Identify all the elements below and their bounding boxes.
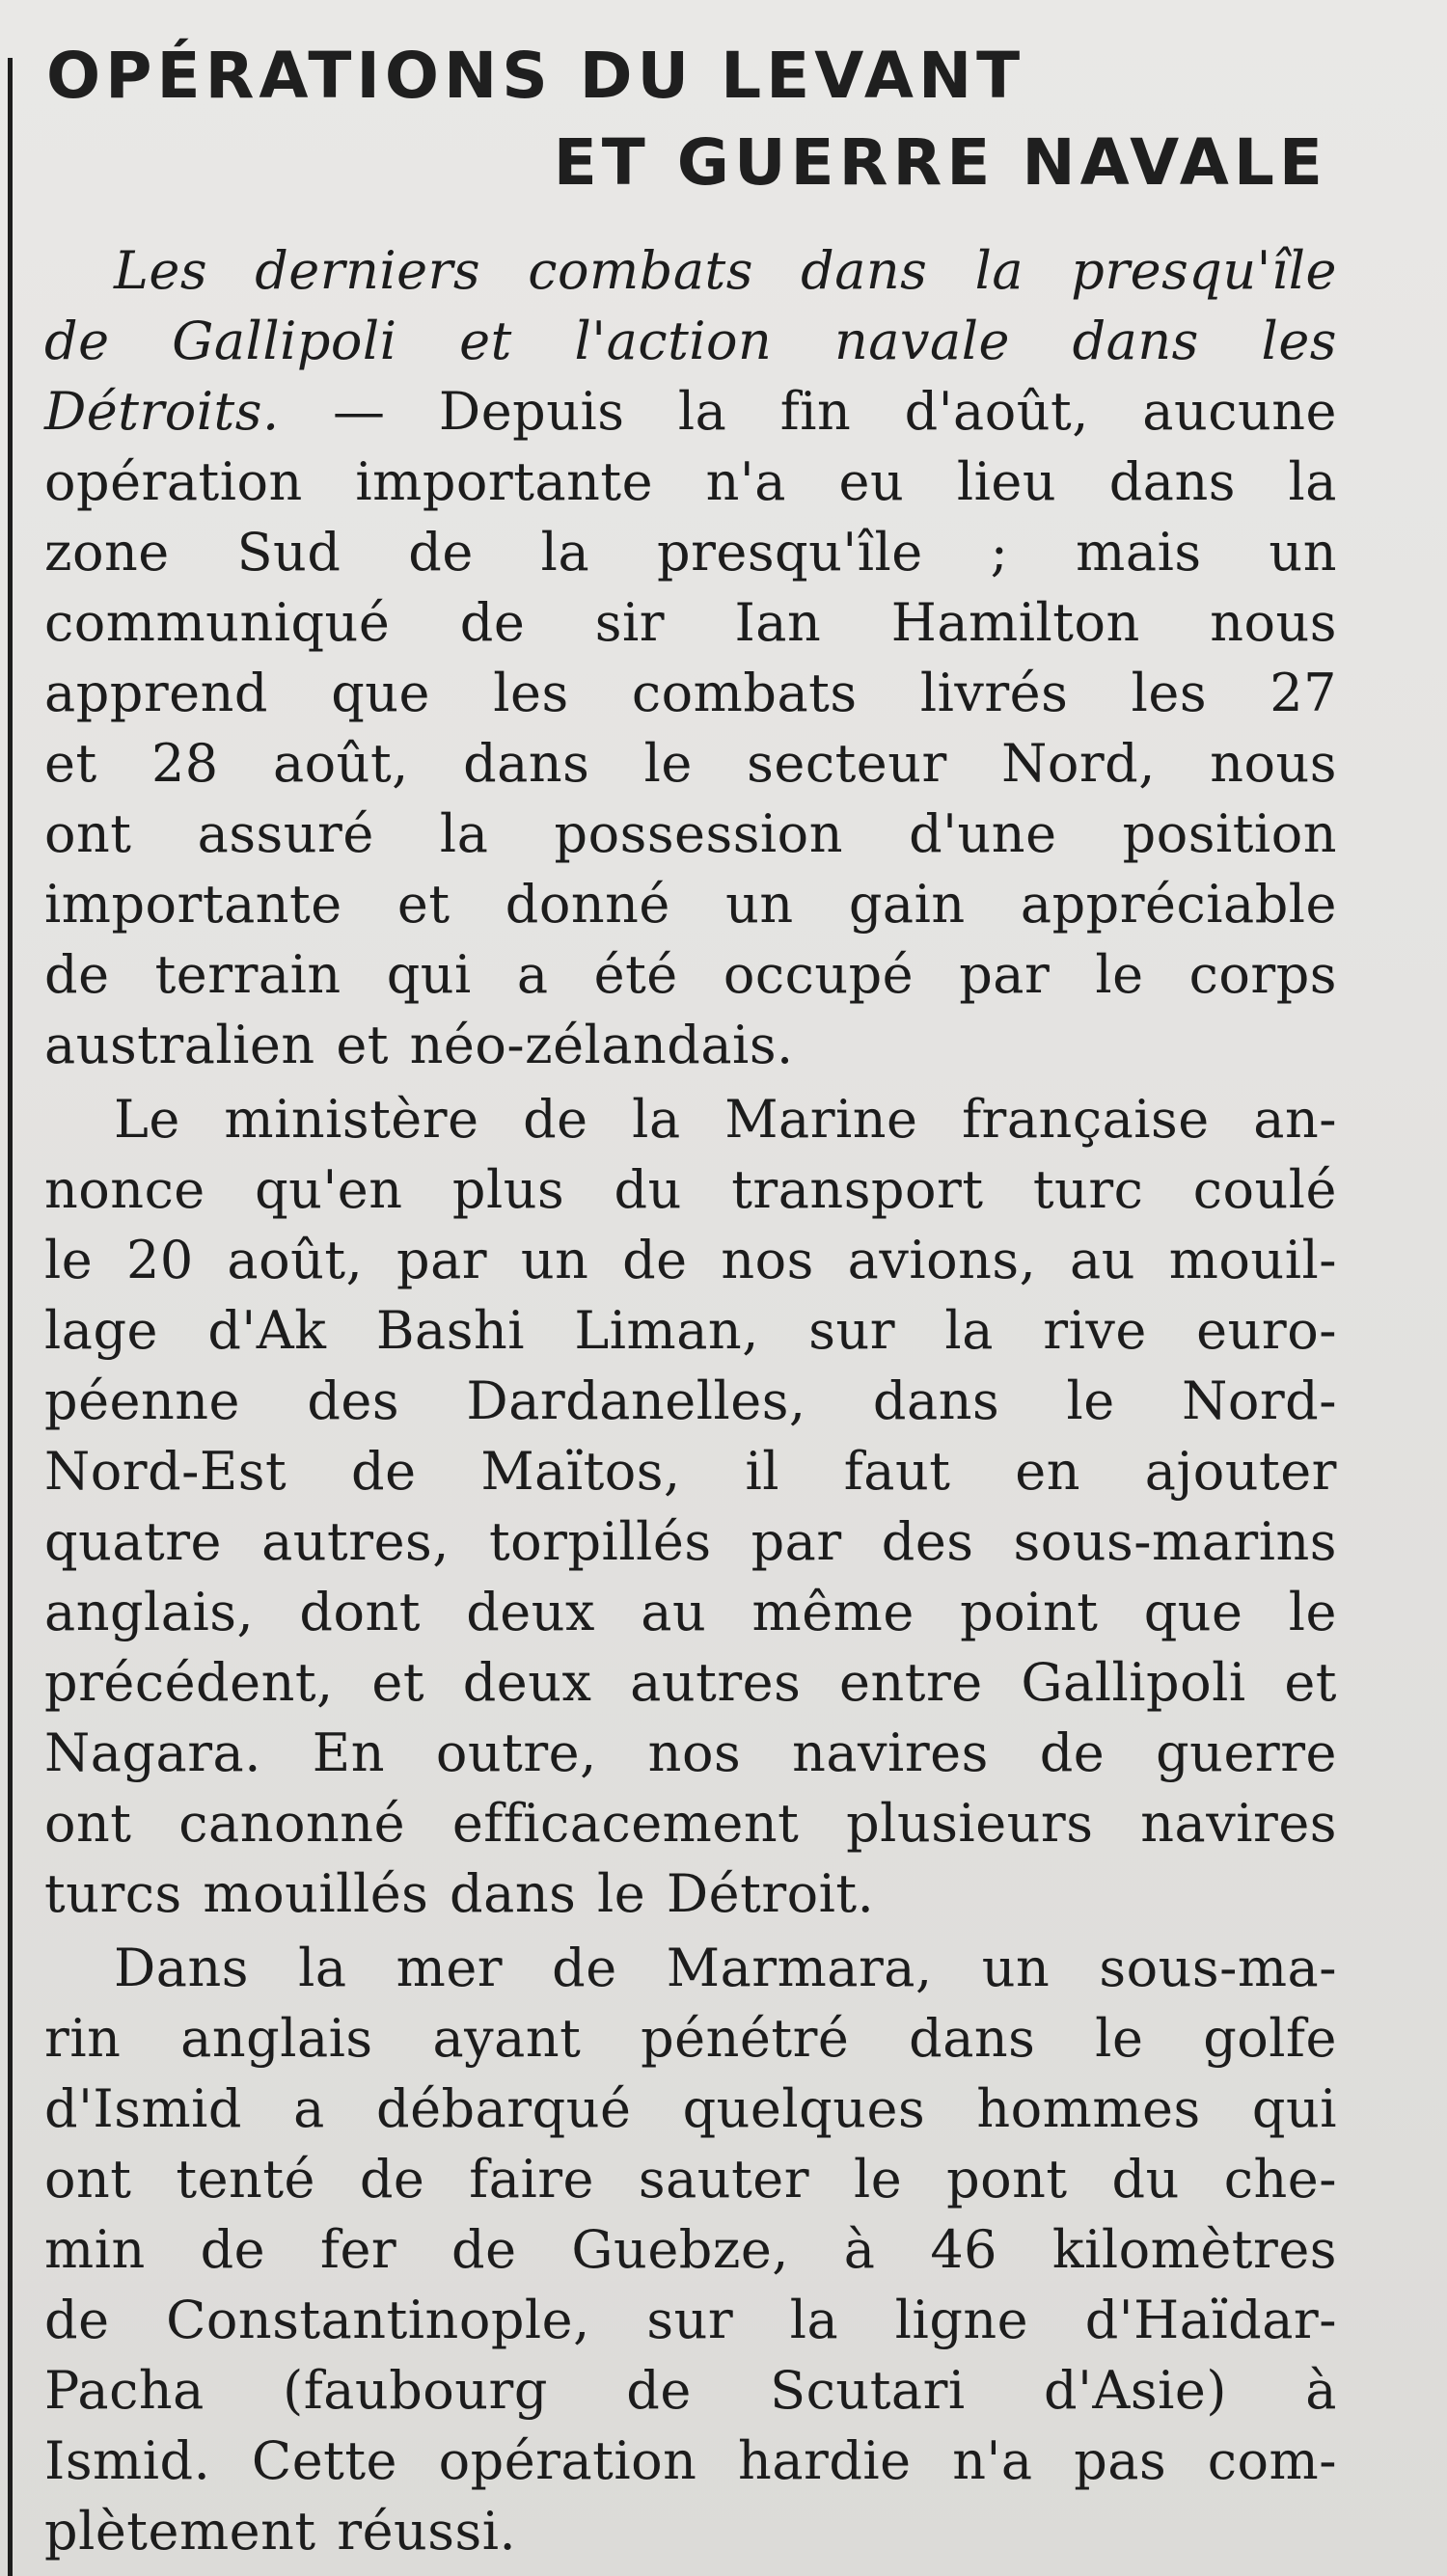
text-line: [44, 2214, 1337, 2285]
text-line: [44, 1718, 1337, 1788]
text-line: [44, 306, 1337, 376]
line-text: de Constantinople, sur la ligne d'Haïdar-: [44, 2290, 1337, 2350]
text-line: [44, 728, 1337, 799]
text-line: [44, 2285, 1337, 2355]
text-line: [44, 587, 1337, 658]
text-line: [44, 1506, 1337, 1577]
column-rule: [8, 58, 13, 2576]
line-text: anglais, dont deux au même point que le: [44, 1582, 1337, 1642]
text-line: [44, 2074, 1337, 2144]
line-text: péenne des Dardanelles, dans le Nord-: [44, 1370, 1337, 1431]
line-text: opération importante n'a eu lieu dans la: [44, 451, 1337, 512]
line-text: Dans la mer de Marmara, un sous-ma-: [114, 1938, 1337, 1998]
text-line: [44, 1858, 1337, 1929]
line-text: plètement réussi.: [44, 2501, 517, 2562]
line-text: — Depuis la fin d'août, aucune: [279, 381, 1337, 442]
text-line: [44, 2496, 1337, 2566]
text-line: [44, 658, 1337, 728]
lead-in-italic: Les derniers combats dans la presqu'île: [114, 240, 1337, 301]
text-line: [44, 1295, 1337, 1366]
headline-line-1: OPÉRATIONS DU LEVANT: [46, 39, 1025, 113]
text-line: [44, 2426, 1337, 2496]
text-line: [44, 1154, 1337, 1225]
text-line: [44, 1647, 1337, 1718]
text-line: [44, 939, 1337, 1010]
line-text: rin anglais ayant pénétré dans le golfe: [44, 2008, 1337, 2069]
text-line: [44, 1010, 1337, 1080]
line-text: communiqué de sir Ian Hamilton nous: [44, 592, 1337, 653]
line-text: d'Ismid a débarqué quelques hommes qui: [44, 2078, 1337, 2139]
line-text: quatre autres, torpillés par des sous-marins: [44, 1511, 1337, 1572]
line-text: Le ministère de la Marine française an-: [114, 1089, 1337, 1150]
lead-in-italic: Détroits.: [44, 381, 280, 442]
line-text: ont tenté de faire sauter le pont du che-: [44, 2149, 1337, 2210]
line-text: lage d'Ak Bashi Liman, sur la rive euro-: [44, 1300, 1337, 1361]
text-line: [44, 1577, 1337, 1647]
article-body: [44, 235, 1337, 2566]
lead-in-italic: de Gallipoli et l'action navale dans les: [44, 311, 1337, 371]
line-text: turcs mouillés dans le Détroit.: [44, 1863, 875, 1924]
line-text: le 20 août, par un de nos avions, au mouil-: [44, 1230, 1337, 1290]
text-line: [44, 869, 1337, 939]
line-text: et 28 août, dans le secteur Nord, nous: [44, 733, 1337, 794]
line-text: min de fer de Guebze, à 46 kilomètres: [44, 2219, 1337, 2280]
text-line: [44, 799, 1337, 869]
text-line: [44, 1788, 1337, 1858]
text-line: [44, 376, 1337, 447]
paragraph-1: [44, 235, 1337, 1080]
text-line: [44, 2003, 1337, 2074]
line-text: Ismid. Cette opération hardie n'a pas com-: [44, 2430, 1337, 2491]
line-text: précédent, et deux autres entre Gallipoli et: [44, 1652, 1337, 1713]
line-text: ont canonné efficacement plusieurs navires: [44, 1793, 1337, 1854]
line-text: de terrain qui a été occupé par le corps: [44, 944, 1337, 1005]
paragraph-3: [44, 1933, 1337, 2566]
text-line: [44, 1436, 1337, 1506]
article: [44, 29, 1337, 2566]
text-line: [44, 447, 1337, 517]
line-text: Pacha (faubourg de Scutari d'Asie) à: [44, 2360, 1337, 2421]
paragraph-2: [44, 1084, 1337, 1929]
article-headline: [44, 29, 1337, 210]
text-line: [44, 2355, 1337, 2426]
line-text: ont assuré la possession d'une position: [44, 803, 1337, 864]
line-text: zone Sud de la presqu'île ; mais un: [44, 522, 1337, 583]
text-line: [44, 517, 1337, 587]
text-line: [44, 1933, 1337, 2003]
line-text: australien et néo-zélandais.: [44, 1015, 794, 1075]
text-line: [44, 235, 1337, 306]
text-line: [44, 1084, 1337, 1154]
line-text: Nagara. En outre, nos navires de guerre: [44, 1722, 1337, 1783]
line-text: nonce qu'en plus du transport turc coulé: [44, 1159, 1337, 1220]
headline-line-2: ET GUERRE NAVALE: [553, 125, 1327, 200]
text-line: [44, 2144, 1337, 2214]
line-text: Nord-Est de Maïtos, il faut en ajouter: [44, 1441, 1337, 1502]
line-text: importante et donné un gain appréciable: [44, 874, 1337, 935]
text-line: [44, 1225, 1337, 1295]
text-line: [44, 1366, 1337, 1436]
line-text: apprend que les combats livrés les 27: [44, 663, 1337, 723]
